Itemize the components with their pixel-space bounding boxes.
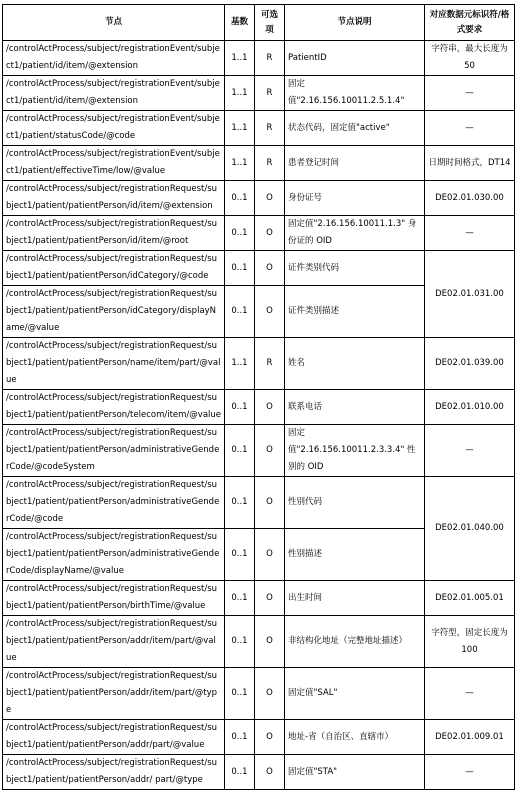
element-id: DE02.01.010.00 (425, 390, 515, 425)
description: 姓名 (285, 338, 425, 390)
optional-flag: O (255, 720, 285, 755)
cardinality: 1..1 (225, 338, 255, 390)
node-path: /controlActProcess/subject/registrationRequest/subject1/patient/patientPerson/addr/item/part/@type (3, 668, 225, 720)
node-path: /controlActProcess/subject/registrationRequest/subject1/patient/patientPerson/id/item/@root (3, 216, 225, 251)
cardinality: 1..1 (225, 76, 255, 111)
optional-flag: R (255, 338, 285, 390)
description: 状态代码，固定值"active" (285, 111, 425, 146)
description: 身份证号 (285, 181, 425, 216)
optional-flag: O (255, 529, 285, 581)
description: 非结构化地址（完整地址描述） (285, 616, 425, 668)
optional-flag: O (255, 181, 285, 216)
element-id: — (425, 76, 515, 111)
element-id: 日期时间格式，DT14 (425, 146, 515, 181)
element-id: 字符型，固定长度为 100 (425, 616, 515, 668)
table-row (3, 76, 515, 111)
optional-flag: R (255, 111, 285, 146)
optional-flag: R (255, 76, 285, 111)
node-path: /controlActProcess/subject/registrationRequest/subject1/patient/patientPerson/administrativeGenderCode/@code (3, 477, 225, 529)
header-row (3, 5, 515, 41)
element-id: DE02.01.009.01 (425, 720, 515, 755)
node-path: /controlActProcess/subject/registrationRequest/subject1/patient/patientPerson/administrativeGenderCode/displayName/@value (3, 529, 225, 581)
element-id: — (425, 668, 515, 720)
cardinality: 0..1 (225, 581, 255, 616)
table-row (3, 146, 515, 181)
table-row (3, 41, 515, 76)
optional-flag: O (255, 286, 285, 338)
element-id: DE02.01.005.01 (425, 581, 515, 616)
node-path: /controlActProcess/subject/registrationRequest/subject1/patient/patientPerson/addr/ part/@type (3, 755, 225, 790)
description: 固定值"2.16.156.10011.1.3" 身份证的 OID (285, 216, 425, 251)
table-row (3, 390, 515, 425)
description: 固定值"2.16.156.10011.2.3.3.4" 性别的 OID (285, 425, 425, 477)
node-path: /controlActProcess/subject/registrationRequest/subject1/patient/patientPerson/administrativeGenderCode/@codeSystem (3, 425, 225, 477)
table-row (3, 111, 515, 146)
optional-flag: R (255, 41, 285, 76)
cardinality: 1..1 (225, 41, 255, 76)
node-path: /controlActProcess/subject/registrationEvent/subject1/patient/id/item/@extension (3, 76, 225, 111)
optional-flag: O (255, 216, 285, 251)
table-row (3, 477, 515, 529)
node-path: /controlActProcess/subject/registrationRequest/subject1/patient/patientPerson/name/item/part/@value (3, 338, 225, 390)
header-cardinality: 基数 (225, 5, 255, 41)
description: 地址-省（自治区、直辖市） (285, 720, 425, 755)
optional-flag: O (255, 755, 285, 790)
optional-flag: O (255, 425, 285, 477)
table-row (3, 251, 515, 286)
description: 固定值"2.16.156.10011.2.5.1.4" (285, 76, 425, 111)
table-row (3, 425, 515, 477)
description: PatientID (285, 41, 425, 76)
cardinality: 0..1 (225, 390, 255, 425)
table-row (3, 668, 515, 720)
table-row (3, 338, 515, 390)
cardinality: 1..1 (225, 111, 255, 146)
optional-flag: O (255, 390, 285, 425)
description: 证件类别描述 (285, 286, 425, 338)
table-row (3, 581, 515, 616)
cardinality: 0..1 (225, 477, 255, 529)
optional-flag: O (255, 668, 285, 720)
spec-table (2, 4, 515, 790)
element-id: — (425, 755, 515, 790)
optional-flag: O (255, 477, 285, 529)
optional-flag: O (255, 616, 285, 668)
node-path: /controlActProcess/subject/registrationRequest/subject1/patient/patientPerson/addr/item/part/@value (3, 616, 225, 668)
table-row (3, 181, 515, 216)
node-path: /controlActProcess/subject/registrationEvent/subject1/patient/id/item/@extension (3, 41, 225, 76)
node-path: /controlActProcess/subject/registrationRequest/subject1/patient/patientPerson/telecom/item/@value (3, 390, 225, 425)
cardinality: 0..1 (225, 251, 255, 286)
cardinality: 0..1 (225, 286, 255, 338)
description: 性别描述 (285, 529, 425, 581)
description: 固定值"STA" (285, 755, 425, 790)
description: 患者登记时间 (285, 146, 425, 181)
node-path: /controlActProcess/subject/registrationRequest/subject1/patient/patientPerson/birthTime/@value (3, 581, 225, 616)
header-optional: 可选项 (255, 5, 285, 41)
cardinality: 0..1 (225, 616, 255, 668)
node-path: /controlActProcess/subject/registrationRequest/subject1/patient/patientPerson/idCategory/displayName/@value (3, 286, 225, 338)
description: 性别代码 (285, 477, 425, 529)
element-id: DE02.01.039.00 (425, 338, 515, 390)
element-id: — (425, 425, 515, 477)
element-id: DE02.01.031.00 (425, 251, 515, 338)
header-element: 对应数据元标识符/格式要求 (425, 5, 515, 41)
cardinality: 0..1 (225, 755, 255, 790)
optional-flag: R (255, 146, 285, 181)
cardinality: 0..1 (225, 668, 255, 720)
element-id: DE02.01.030.00 (425, 181, 515, 216)
node-path: /controlActProcess/subject/registrationEvent/subject1/patient/statusCode/@code (3, 111, 225, 146)
node-path: /controlActProcess/subject/registrationRequest/subject1/patient/patientPerson/addr/part/@value (3, 720, 225, 755)
element-id: 字符串，最大长度为 50 (425, 41, 515, 76)
node-path: /controlActProcess/subject/registrationRequest/subject1/patient/patientPerson/idCategory/@code (3, 251, 225, 286)
node-path: /controlActProcess/subject/registrationEvent/subject1/patient/effectiveTime/low/@value (3, 146, 225, 181)
node-path: /controlActProcess/subject/registrationRequest/subject1/patient/patientPerson/id/item/@extension (3, 181, 225, 216)
description: 出生时间 (285, 581, 425, 616)
cardinality: 0..1 (225, 181, 255, 216)
table-row (3, 755, 515, 790)
optional-flag: O (255, 251, 285, 286)
element-id: — (425, 111, 515, 146)
description: 证件类别代码 (285, 251, 425, 286)
cardinality: 0..1 (225, 425, 255, 477)
cardinality: 1..1 (225, 146, 255, 181)
element-id: DE02.01.040.00 (425, 477, 515, 581)
table-row (3, 616, 515, 668)
description: 固定值"SAL" (285, 668, 425, 720)
description: 联系电话 (285, 390, 425, 425)
cardinality: 0..1 (225, 216, 255, 251)
cardinality: 0..1 (225, 720, 255, 755)
header-description: 节点说明 (285, 5, 425, 41)
cardinality: 0..1 (225, 529, 255, 581)
table-row (3, 216, 515, 251)
element-id: — (425, 216, 515, 251)
optional-flag: O (255, 581, 285, 616)
header-node: 节点 (3, 5, 225, 41)
